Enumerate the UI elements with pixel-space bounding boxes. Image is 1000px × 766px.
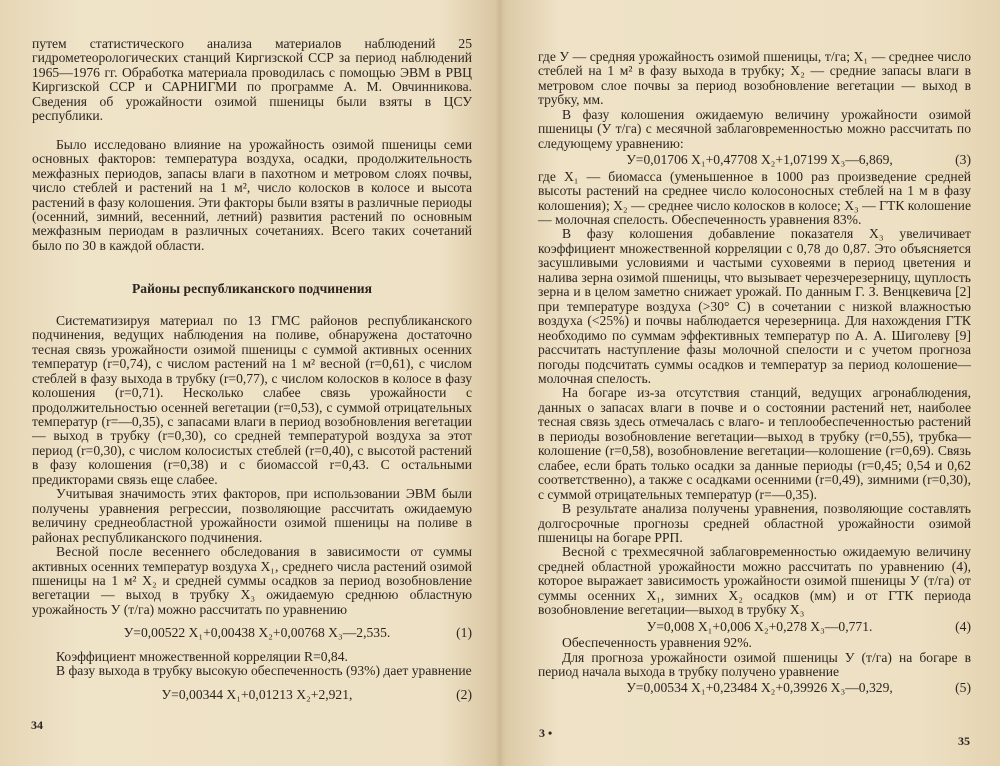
page-number: 34: [31, 718, 43, 732]
paragraph: В фазу выхода в трубку высокую обеспеченность (93%) дает уравнение: [56, 663, 472, 679]
paragraph: В фазу колошения ожидаемую величину урожайности озимой пшеницы (У т/га) с месячной заблаговременностью можно рассчитать по следующему уравнению:: [538, 106, 971, 151]
paragraph: Для прогноза урожайности озимой пшеницы У (т/га) на богаре в период начала выхода в трубку получено уравнение: [538, 649, 971, 680]
equation-number: (1): [456, 625, 472, 641]
equation-2: [32, 688, 472, 702]
paragraph: путем статистического анализа материалов наблюдений 25 гидрометеорологических станций Киргизской ССР за период наблюдений 1965—1976 гг. Обработка материала проводилась с помощью ЭВМ в РВЦ Киргизской ССР и САРНИГМИ по программе А. М. Овчинникова. Сведения об урожайности озимой пшеницы были взяты в ЦСУ республики.: [32, 36, 472, 124]
paragraph: Учитывая значимость этих факторов, при использовании ЭВМ были получены уравнения регрессии, позволяющие рассчитать ожидаемую величину среднеобластной урожайности озимой пшеницы на поливе в районах республиканского подчинения.: [32, 486, 472, 545]
equation-4: [538, 620, 971, 634]
equation-5: [538, 681, 971, 695]
equation-3: [538, 153, 971, 167]
equation-number: (5): [955, 680, 971, 696]
equation-formula: У=0,00534 X₁+0,23484 X₂+0,39926 X₃—0,329,: [626, 680, 893, 696]
paragraph: Весной после весеннего обследования в зависимости от суммы активных осенних температур воздуха X₁, среднего числа растений озимой пшеницы на 1 м² X₂ и средней суммы осадков за период возобновление вегетации — выход в трубку X₃ ожидаемую среднюю областную урожайность У (т/га) можно рассчитать по уравнению: [32, 544, 472, 617]
paragraph: где У — средняя урожайность озимой пшеницы, т/га; X₁ — среднее число стеблей на 1 м² в фазу выхода в трубку; X₂ — средние запасы влаги в метровом слое почвы за период возобновление вегетации — выход в трубку, мм.: [538, 49, 971, 108]
paragraph: где X₁ — биомасса (уменьшенное в 1000 раз произведение средней высоты растений на среднее число колосоносных стеблей на 1 м в фазу колошения); X₂ — среднее число колосков в колосе; X₃ — ГТК колошение — молочная спелость. Обеспеченность уравнения 83%.: [538, 168, 971, 227]
equation-number: (3): [955, 152, 971, 168]
right-page-text: [538, 50, 971, 698]
paragraph: В фазу колошения добавление показателя X₃ увеличивает коэффициент множественной корреляции с 0,78 до 0,87. Это объясняется засушливыми условиями и частыми суховеями в период цветения и налива зерна озимой пшеницы, что вызывает черезчерезерницу, щуплость зерна и в целом заметно снижает урожай. По данным Г. З. Венцкевича [2] при температуре воздуха (>30° С) в сочетании с низкой влажностью воздуха (<25%) и почвы наблюдается черезерница. Для нахождения ГТК необходимо по суммам эффективных температур по А. А. Шиголеву [9] рассчитать наступление фазы молочной спелости и с учетом прогноза погоды подсчитать суммы осадков и температур за период колошение—молочная спелость.: [538, 226, 971, 386]
equation-formula: У=0,008 X₁+0,006 X₂+0,278 X₃—0,771.: [646, 618, 873, 634]
section-heading: Районы республиканского подчинения: [131, 281, 372, 297]
signature-mark: 3 •: [539, 726, 553, 740]
paragraph: На богаре из-за отсутствия станций, ведущих агронаблюдения, данных о запасах влаги в почве и о состоянии растений нет, наиболее тесная связь здесь отмечалась с влаго- и теплообеспеченностью растений в периоды возобновление вегетации—выход в трубку (r=0,55), трубка—колошение (r=0,58), возобновление вегетации—колошение (r=0,69). Связь слабее, если брать только осадки за данные периоды (r=0,45; 0,54 и 0,62 соответственно), а также с осадками осенними (r=0,49), зимними (r=0,30), с суммой отрицательных температур (r=—0,35).: [538, 385, 971, 502]
paragraph: В результате анализа получены уравнения, позволяющие составлять долгосрочные прогнозы средней областной урожайности озимой пшеницы на богаре РРП.: [538, 501, 971, 545]
paragraph: Обеспеченность уравнения 92%.: [562, 635, 752, 651]
paragraph: Систематизируя материал по 13 ГМС районов республиканского подчинения, ведущих наблюдения на поливе, обнаружена достаточно тесная связь урожайности озимой пшеницы с суммой активных осенних температур (r=0,74), с числом растений на 1 м² весной (r=0,61), с числом стеблей в фазу выхода в трубку (r=0,77), с числом колосков в колосе в фазу колошения (r=0,71). Несколько слабее связь урожайности с продолжительностью осенней вегетации (r=0,53), с суммой отрицательных температур (r=—0,35), с запасами влаги в период возобновления вегетации — выход в трубку (r=0,30), со средней температурой воздуха за этот период (r=0,30), с числом колосистых стеблей (r=0,40), с высотой растений в фазу колошения (r=0,38) и с биомассой r=0,43. С остальными предикторами связь еще слабее.: [32, 312, 472, 487]
equation-number: (4): [955, 618, 971, 634]
equation-formula: У=0,00522 X₁+0,00438 X₂+0,00768 X₃—2,535.: [123, 625, 391, 641]
equation-formula: У=0,01706 X₁+0,47708 X₂+1,07199 X₃—6,869,: [626, 152, 893, 168]
paragraph: Весной с трехмесячной заблаговременностью ожидаемую величину средней областной урожайности можно рассчитать по уравнению (4), которое выражает зависимость урожайности озимой пшеницы У (т/га) от суммы осенних X₁, зимних X₂ осадков (мм) и от ГТК периода возобновление вегетации—выход в трубку X₃: [538, 544, 971, 618]
equation-1: [32, 626, 472, 640]
paragraph: Было исследовано влияние на урожайность озимой пшеницы семи основных факторов: температура воздуха, осадки, продолжительность межфазных периодов, запасы влаги в пахотном и метровом слоях почвы, число стеблей и растений на 1 м², число колосков в колосе и высота растений в фазу колошения. Эти факторы были взяты в различные периоды (осенний, зимний, весенний, летний) развития растений по основным межфазным периодам в различных сочетаниях. Всего таких сочетаний было по 30 в каждой области.: [32, 136, 472, 253]
page-number: 35: [958, 734, 970, 748]
paragraph: Коэффициент множественной корреляции R=0,84.: [56, 648, 348, 664]
right-page: [500, 0, 1000, 766]
left-page-text: [32, 37, 472, 711]
equation-number: (2): [456, 686, 472, 702]
equation-formula: У=0,00344 X₁+0,01213 X₂+2,921,: [161, 686, 353, 702]
